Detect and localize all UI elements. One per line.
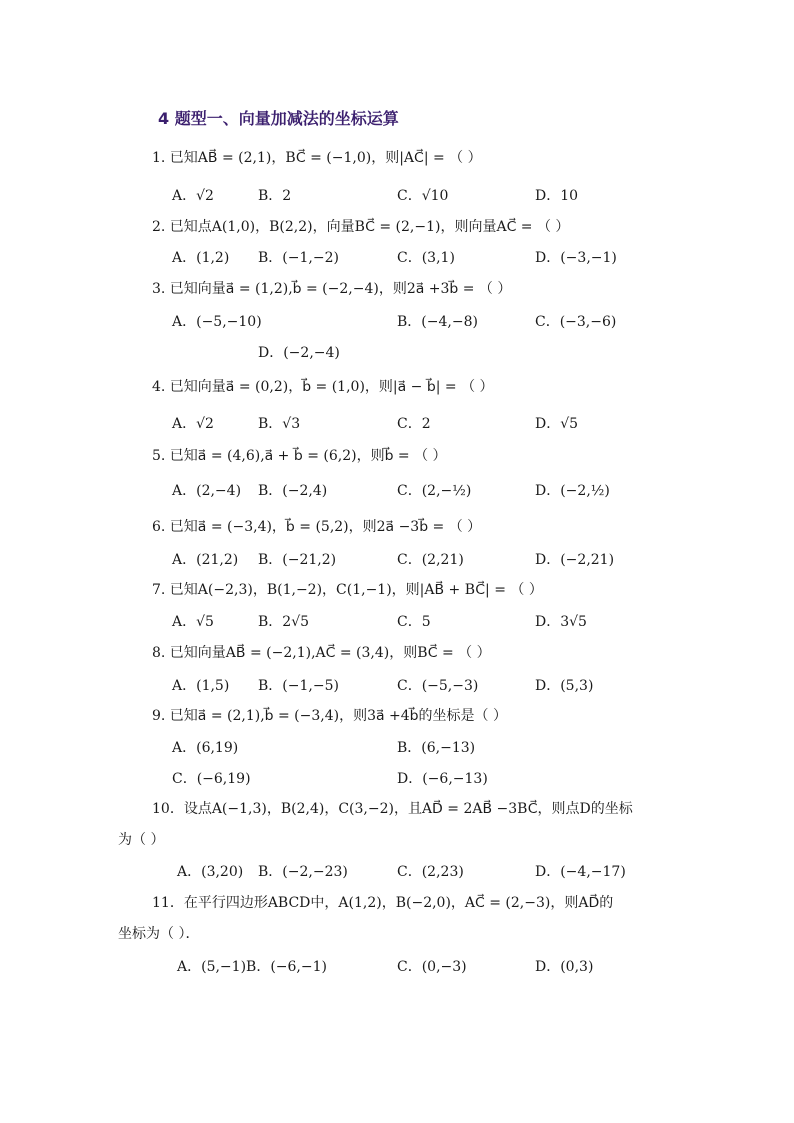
question-9-option-b: B．(6,−13) (397, 740, 476, 756)
question-6-option-b: B．(−21,2) (258, 552, 337, 568)
question-11-option-c: D．(0,3) (535, 959, 594, 975)
question-2-stem: 2. 已知点A(1,0)，B(2,2)，向量BC⃗ = (2,−1)，则向量AC⃗ = （ ） (152, 219, 570, 235)
question-9-option-a: A．(6,19) (172, 740, 239, 756)
question-4-option-d: D．√5 (535, 416, 579, 432)
question-1-option-b: B．2 (258, 188, 292, 204)
question-2-option-d: D．(−3,−1) (535, 250, 617, 266)
question-3-stem: 3. 已知向量a⃗ = (1,2),b⃗ = (−2,−4)，则2a⃗ +3b⃗ = （ ） (152, 281, 512, 297)
question-11-stem: 11．在平行四边形ABCD中，A(1,2)，B(−2,0)，AC⃗ = (2,−3)，则AD⃗的 (152, 895, 614, 911)
question-8-stem: 8. 已知向量AB⃗ = (−2,1),AC⃗ = (3,4)，则BC⃗ = （ ） (152, 645, 491, 661)
question-6-stem: 6. 已知a⃗ = (−3,4)，b⃗ = (5,2)，则2a⃗ −3b⃗ = （ ） (152, 519, 482, 535)
question-10-stem: 10．设点A(−1,3)，B(2,4)，C(3,−2)，且AD⃗ = 2AB⃗ −3BC⃗，则点D的坐标 (152, 801, 633, 817)
question-10-option-d: D．(−4,−17) (535, 864, 626, 880)
question-5-stem: 5. 已知a⃗ = (4,6),a⃗ + b⃗ = (6,2)，则b⃗ = （ ） (152, 448, 447, 464)
question-1-stem: 1. 已知AB⃗ = (2,1)，BC⃗ = (−1,0)，则|AC⃗| = （ ） (152, 150, 482, 166)
question-5-option-a: A．(2,−4) (172, 483, 242, 499)
question-8-option-c: C．(−5,−3) (397, 678, 479, 694)
question-9-option-d: D．(−6,−13) (397, 771, 488, 787)
question-5-option-d: D．(−2,½) (535, 483, 610, 499)
question-3-option-c: C．(−3,−6) (535, 314, 617, 330)
question-2-option-b: B．(−1,−2) (258, 250, 339, 266)
question-7-stem: 7. 已知A(−2,3)，B(1,−2)，C(1,−1)，则|AB⃗ + BC⃗| = （ ） (152, 582, 543, 598)
question-7-option-d: D．3√5 (535, 614, 587, 630)
question-5-option-c: C．(2,−½) (397, 483, 472, 499)
question-1-option-c: C．√10 (397, 188, 449, 204)
question-2-option-c: C．(3,1) (397, 250, 455, 266)
question-10-option-b: B．(−2,−23) (258, 864, 348, 880)
question-11-option-a: A．(5,−1)B．(−6,−1) (177, 959, 327, 975)
question-8-option-a: A．(1,5) (172, 678, 230, 694)
question-10-stem-cont: 为（ ） (118, 832, 165, 848)
question-10-option-c: C．(2,23) (397, 864, 464, 880)
question-11-option-b: C．(0,−3) (397, 959, 467, 975)
question-6-option-d: D．(−2,21) (535, 552, 615, 568)
question-4-stem: 4. 已知向量a⃗ = (0,2)，b⃗ = (1,0)，则|a⃗ − b⃗| = （ ） (152, 379, 494, 395)
section-title: 4 题型一、向量加减法的坐标运算 (158, 109, 399, 128)
question-4-option-b: B．√3 (258, 416, 301, 432)
question-6-option-a: A．(21,2) (172, 552, 239, 568)
question-8-option-b: B．(−1,−5) (258, 678, 339, 694)
question-7-option-a: A．√5 (172, 614, 214, 630)
question-1-option-d: D．10 (535, 188, 579, 204)
question-3-option-a: A．(−5,−10) (172, 314, 262, 330)
question-7-option-b: B．2√5 (258, 614, 310, 630)
question-4-option-c: C．2 (397, 416, 431, 432)
question-9-option-c: C．(−6,19) (172, 771, 251, 787)
question-8-option-d: D．(5,3) (535, 678, 594, 694)
question-4-option-a: A．√2 (172, 416, 214, 432)
question-6-option-c: C．(2,21) (397, 552, 464, 568)
question-11-stem-cont: 坐标为（ ）． (118, 926, 200, 942)
question-9-stem: 9. 已知a⃗ = (2,1),b⃗ = (−3,4)，则3a⃗ +4b⃗的坐标是（ ） (152, 708, 508, 724)
question-7-option-c: C．5 (397, 614, 431, 630)
question-5-option-b: B．(−2,4) (258, 483, 328, 499)
question-2-option-a: A．(1,2) (172, 250, 230, 266)
question-3-option-d: D．(−2,−4) (258, 345, 340, 361)
question-10-option-a: A．(3,20) (177, 864, 244, 880)
question-3-option-b: B．(−4,−8) (397, 314, 478, 330)
question-1-option-a: A．√2 (172, 188, 214, 204)
